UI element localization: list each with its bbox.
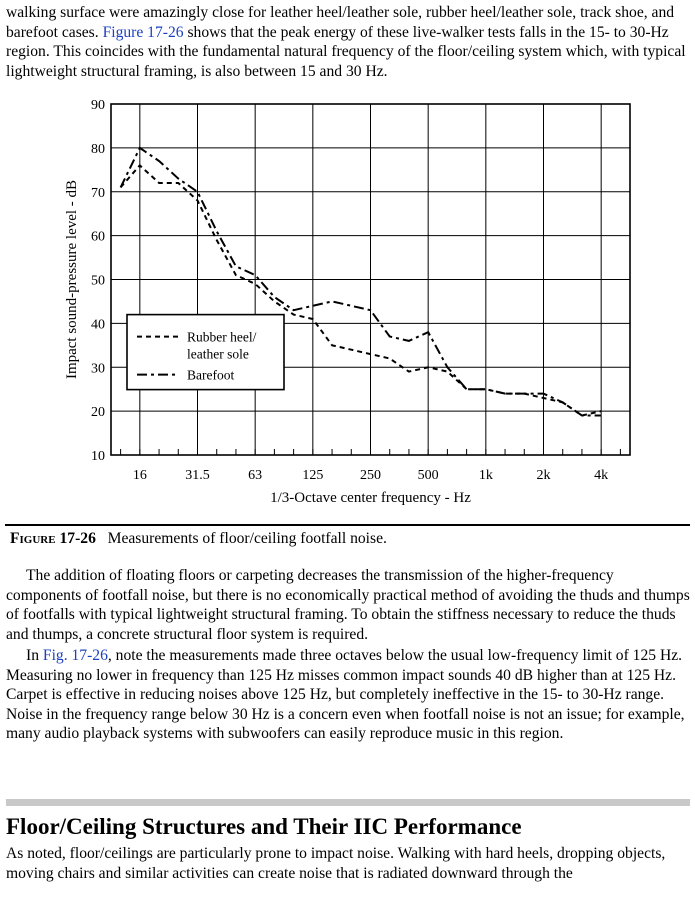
x-tick-label: 500: [417, 468, 439, 483]
figure-label: Figure 17-26: [10, 530, 96, 547]
figure-caption-text: Measurements of floor/ceiling footfall noise.: [107, 530, 387, 547]
intro-text: walking surface were amazingly close for leather heel/leather sole, rubber heel/leather sole, track shoe, and barefoot cases.: [6, 4, 675, 41]
y-tick-label: 40: [91, 317, 105, 333]
section-divider: [6, 799, 690, 806]
body-paragraph-1-text: The addition of floating floors or carpeting decreases the transmission of the higher-frequency components of footfall noise, but there is no economically practical method of avoiding the thuds and thumps of footfalls with typical lightweight structural framing. To obtain the stiffness necessary to reduce the thuds and thumps, a concrete structural floor system is required.: [6, 567, 690, 643]
body-paragraph-2: [6, 646, 690, 744]
y-tick-label: 10: [91, 449, 105, 464]
x-axis-title: 1/3-Octave center frequency - Hz: [270, 490, 471, 506]
x-tick-label: 31.5: [185, 468, 210, 483]
legend-label: leather sole: [187, 346, 249, 362]
y-tick-label: 80: [91, 141, 105, 157]
y-tick-label: 60: [91, 229, 105, 245]
body-p2-text-rest: , note the measurements made three octaves below the usual low-frequency limit of 125 Hz. Measuring no lower in frequency than 125 Hz misses common impact sounds 40 dB higher than at 125 Hz. Carpet is effective in reducing noises above 125 Hz, but completely ineffective in the 15- to 30-Hz range. Noise in the frequency range below 30 Hz is a concern even when footfall noise is not an issue; for example, many audio playback systems with subwoofers can easily reproduce music in this region.: [6, 647, 685, 743]
fig-link[interactable]: Fig. 17-26: [42, 647, 108, 664]
legend-label: Barefoot: [187, 367, 235, 383]
intro-paragraph: [6, 3, 690, 81]
x-tick-label: 2k: [536, 468, 551, 483]
intro-text-rest: shows that the peak energy of these live-walker tests falls in the 15- to 30-Hz region. This coincides with the fundamental natural frequency of the floor/ceiling system which, with typical lightweight structural framing, is also between 15 and 30 Hz.: [6, 23, 686, 80]
section-heading: Floor/Ceiling Structures and Their IIC Performance: [6, 814, 522, 839]
x-tick-label: 1k: [478, 468, 493, 483]
figure-link[interactable]: Figure 17-26: [102, 23, 184, 41]
y-tick-label: 70: [91, 185, 105, 201]
figure-rule: [5, 524, 690, 526]
y-tick-label: 20: [91, 405, 105, 421]
y-tick-label: 90: [91, 98, 105, 113]
x-tick-label: 63: [248, 468, 263, 483]
section-paragraph: As noted, floor/ceilings are particularly prone to impact noise. Walking with hard heels, dropping objects, moving chairs and similar activities can create noise that is radiated downward through the: [6, 845, 666, 882]
footfall-noise-chart: [60, 96, 655, 516]
body-p2-text: In: [26, 647, 43, 664]
x-tick-label: 125: [302, 468, 324, 483]
x-tick-label: 4k: [594, 468, 609, 483]
x-tick-label: 250: [360, 468, 381, 483]
y-tick-label: 30: [91, 361, 105, 377]
body-paragraph-1: [6, 566, 690, 644]
figure-caption: [10, 529, 387, 549]
y-axis-title: Impact sound-pressure level - dB: [64, 179, 80, 380]
x-tick-label: 16: [132, 468, 147, 483]
y-tick-label: 50: [91, 273, 105, 289]
legend-label: Rubber heel/: [187, 329, 257, 345]
